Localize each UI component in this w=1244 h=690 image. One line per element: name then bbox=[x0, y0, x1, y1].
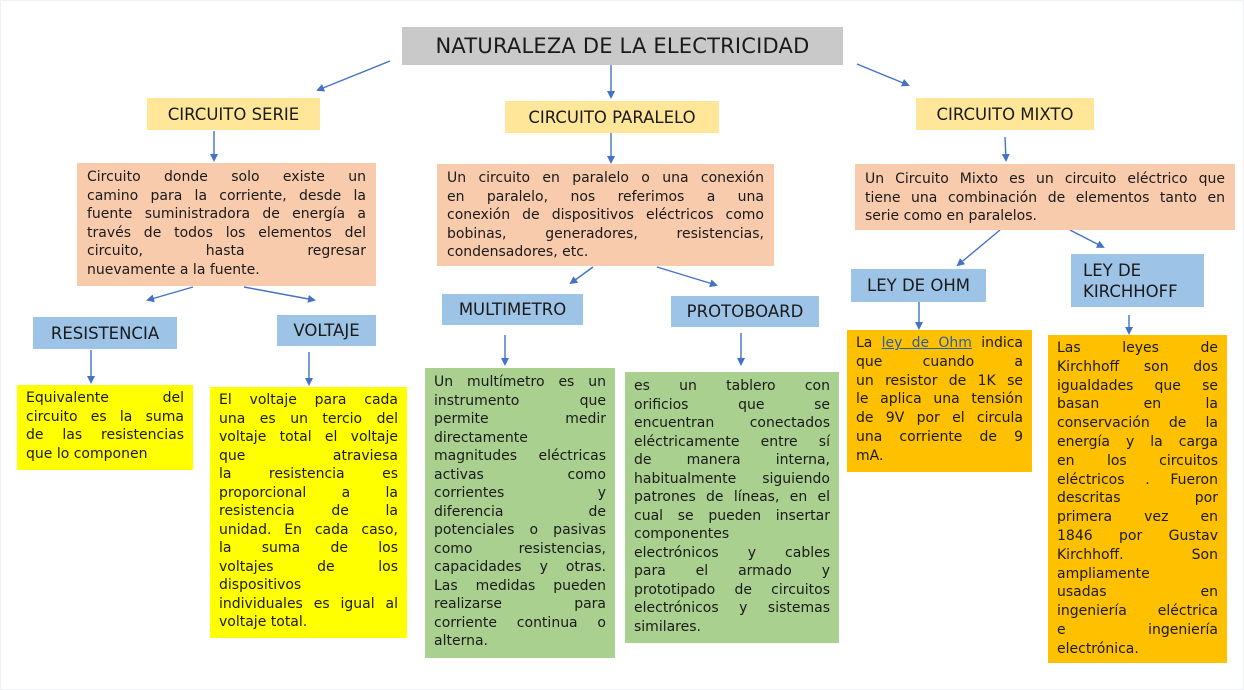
text-line: circuito, hasta regresar bbox=[87, 243, 366, 259]
ley-de-ohm-link[interactable]: ley de Ohm bbox=[881, 335, 972, 351]
text-line: Circuito donde solo existe un bbox=[87, 169, 366, 185]
protoboard-label: PROTOBOARD bbox=[686, 302, 804, 321]
text-line: una es un tercio del bbox=[219, 410, 398, 427]
voltaje-detail bbox=[210, 387, 407, 638]
text-line: permite medir bbox=[434, 411, 606, 427]
circuito-mixto-description bbox=[855, 164, 1235, 230]
text-line: voltaje total el voltaje bbox=[219, 429, 398, 445]
text-line: bobinas, generadores, resistencias, bbox=[447, 225, 764, 242]
voltaje-label: VOLTAJE bbox=[293, 321, 360, 340]
text-line: individuales es igual al bbox=[219, 595, 398, 612]
text-line: mA. bbox=[856, 447, 884, 464]
text-line: usadas en bbox=[1057, 584, 1218, 601]
text-line: patrones de líneas, en el bbox=[634, 489, 830, 505]
text-line: descritas por bbox=[1057, 490, 1218, 507]
text-line: e ingeniería bbox=[1057, 621, 1218, 638]
text-line: Las medidas pueden bbox=[434, 577, 606, 594]
text-line: que atraviesa bbox=[219, 447, 398, 464]
ley-de-kirchhoff-node bbox=[1071, 254, 1204, 307]
resistencia-label: RESISTENCIA bbox=[50, 323, 160, 343]
text-line: electrónica. bbox=[1057, 640, 1139, 657]
text-line: Equivalente del bbox=[26, 390, 184, 406]
text-line: que lo componen bbox=[26, 445, 148, 462]
text-line: la suma de los bbox=[219, 540, 398, 556]
protoboard-detail bbox=[625, 372, 839, 643]
multimetro-detail bbox=[425, 368, 615, 658]
text-line: en los circuitos bbox=[1057, 452, 1218, 469]
circuito-paralelo-description bbox=[437, 164, 774, 266]
text-line: es un tablero con bbox=[634, 378, 830, 394]
protoboard-node bbox=[671, 296, 819, 327]
text-line: Un Circuito Mixto es un circuito eléctrico que bbox=[865, 171, 1225, 187]
resistencia-detail bbox=[17, 385, 193, 470]
text-line: directamente bbox=[434, 429, 528, 446]
ohm-prefix: La bbox=[856, 335, 873, 351]
diagram-title-text: NATURALEZA DE LA ELECTRICIDAD bbox=[435, 34, 810, 58]
text-line: ingeniería eléctrica bbox=[1057, 603, 1218, 620]
diagram-title bbox=[402, 27, 843, 65]
text-line: ampliamente bbox=[1057, 565, 1150, 582]
text-line: conservación de la bbox=[1057, 415, 1218, 432]
text-line: orificios que se bbox=[634, 396, 830, 413]
ley-de-kirchhoff-label-line: LEY DE bbox=[1083, 260, 1142, 280]
text-line: en paralelo, nos referimos a una bbox=[447, 188, 764, 205]
text-line: Un circuito en paralelo o una conexión bbox=[447, 170, 764, 186]
multimetro-node bbox=[442, 294, 583, 325]
text-line: encuentran conectados bbox=[634, 415, 830, 431]
text-line: potenciales o pasivas bbox=[434, 522, 606, 538]
text-line: componentes bbox=[634, 526, 730, 542]
text-line: una corriente de 9 bbox=[856, 428, 1023, 445]
text-line: habitualmente siguiendo bbox=[634, 470, 830, 487]
text-line: unidad. En cada caso, bbox=[219, 521, 398, 538]
ley-de-ohm-node bbox=[851, 269, 986, 302]
circuito-mixto-node bbox=[916, 98, 1094, 130]
text-line: El voltaje para cada bbox=[219, 392, 398, 408]
text-line: serie como en paralelos. bbox=[865, 208, 1037, 224]
text-line: como resistencias, bbox=[434, 540, 606, 557]
ley-de-kirchhoff-label-line: KIRCHHOFF bbox=[1083, 281, 1178, 301]
multimetro-label: MULTIMETRO bbox=[458, 300, 567, 319]
text-line: alterna. bbox=[434, 633, 488, 649]
voltaje-node bbox=[277, 315, 376, 346]
text-line: primera vez en bbox=[1057, 509, 1218, 526]
text-line: voltajes de los bbox=[219, 558, 398, 575]
ohm-first-suffix: indica bbox=[981, 335, 1024, 351]
text-line: la resistencia es bbox=[219, 466, 398, 482]
text-line: capacidades y otras. bbox=[434, 559, 606, 575]
text-line: proporcional a la bbox=[219, 484, 398, 501]
text-line: eléctricamente entre sí bbox=[634, 433, 830, 450]
text-line: energía y la carga bbox=[1057, 433, 1218, 450]
text-line: través de todos los elementos del bbox=[87, 224, 366, 241]
ley-de-kirchhoff-detail bbox=[1048, 335, 1227, 663]
text-line: corrientes y bbox=[434, 485, 606, 501]
text-line: voltaje total. bbox=[219, 614, 308, 630]
text-line: de 9V por el circula bbox=[856, 410, 1023, 427]
text-line: nuevamente a la fuente. bbox=[87, 261, 260, 278]
text-line: 1846 por Gustav bbox=[1057, 527, 1218, 544]
text-line: basan en la bbox=[1057, 396, 1218, 413]
text-line: electrónicos y sistemas bbox=[634, 600, 830, 616]
ley-de-ohm-label: LEY DE OHM bbox=[867, 276, 970, 295]
text-line: realizarse para bbox=[434, 596, 606, 612]
circuito-serie-label: CIRCUITO SERIE bbox=[167, 104, 300, 124]
text-line: resistencia de la bbox=[219, 503, 398, 519]
circuito-serie-node bbox=[147, 98, 320, 130]
text-line: Kirchhoff son dos bbox=[1057, 358, 1218, 375]
circuito-paralelo-node bbox=[505, 101, 719, 133]
text-line bbox=[856, 334, 1023, 353]
text-line: cual se pueden insertar bbox=[634, 507, 830, 524]
text-line: que cuando a bbox=[856, 353, 1023, 370]
text-line: similares. bbox=[634, 618, 701, 635]
circuito-serie-description bbox=[77, 163, 376, 286]
text-line: de manera interna, bbox=[634, 452, 830, 468]
text-line: activas como bbox=[434, 466, 606, 483]
text-line: condensadores, etc. bbox=[447, 244, 589, 260]
text-line: para el armado y bbox=[634, 563, 830, 579]
text-line: fuente suministradora de energía a bbox=[87, 206, 366, 222]
text-line: igualdades que se bbox=[1057, 377, 1218, 394]
circuito-mixto-label: CIRCUITO MIXTO bbox=[936, 104, 1074, 124]
text-line: Las leyes de bbox=[1057, 340, 1218, 356]
text-line: un resistor de 1K se bbox=[856, 372, 1023, 389]
text-line: le aplica una tensión bbox=[856, 391, 1023, 408]
text-line: de las resistencias bbox=[26, 427, 184, 443]
text-line: eléctricos . Fueron bbox=[1057, 471, 1218, 488]
circuito-paralelo-label: CIRCUITO PARALELO bbox=[528, 107, 696, 127]
text-line: prototipado de circuitos bbox=[634, 581, 830, 598]
text-line: diferencia de bbox=[434, 503, 606, 520]
text-line: tiene una combinación de elementos tanto en bbox=[865, 189, 1225, 206]
text-line: magnitudes eléctricas bbox=[434, 448, 606, 464]
text-line: Un multímetro es un bbox=[434, 374, 606, 390]
text-line: conexión de dispositivos eléctricos como bbox=[447, 207, 764, 223]
ley-de-ohm-detail bbox=[847, 330, 1032, 472]
text-line: circuito es la suma bbox=[26, 408, 184, 425]
text-line: instrumento que bbox=[434, 392, 606, 409]
text-line: dispositivos bbox=[219, 577, 302, 593]
text-line: Kirchhoff. Son bbox=[1057, 546, 1218, 563]
resistencia-node bbox=[33, 317, 177, 349]
text-line: corriente continua o bbox=[434, 614, 606, 631]
text-line: camino para la corriente, desde la bbox=[87, 187, 366, 204]
text-line: electrónicos y cables bbox=[634, 544, 830, 561]
